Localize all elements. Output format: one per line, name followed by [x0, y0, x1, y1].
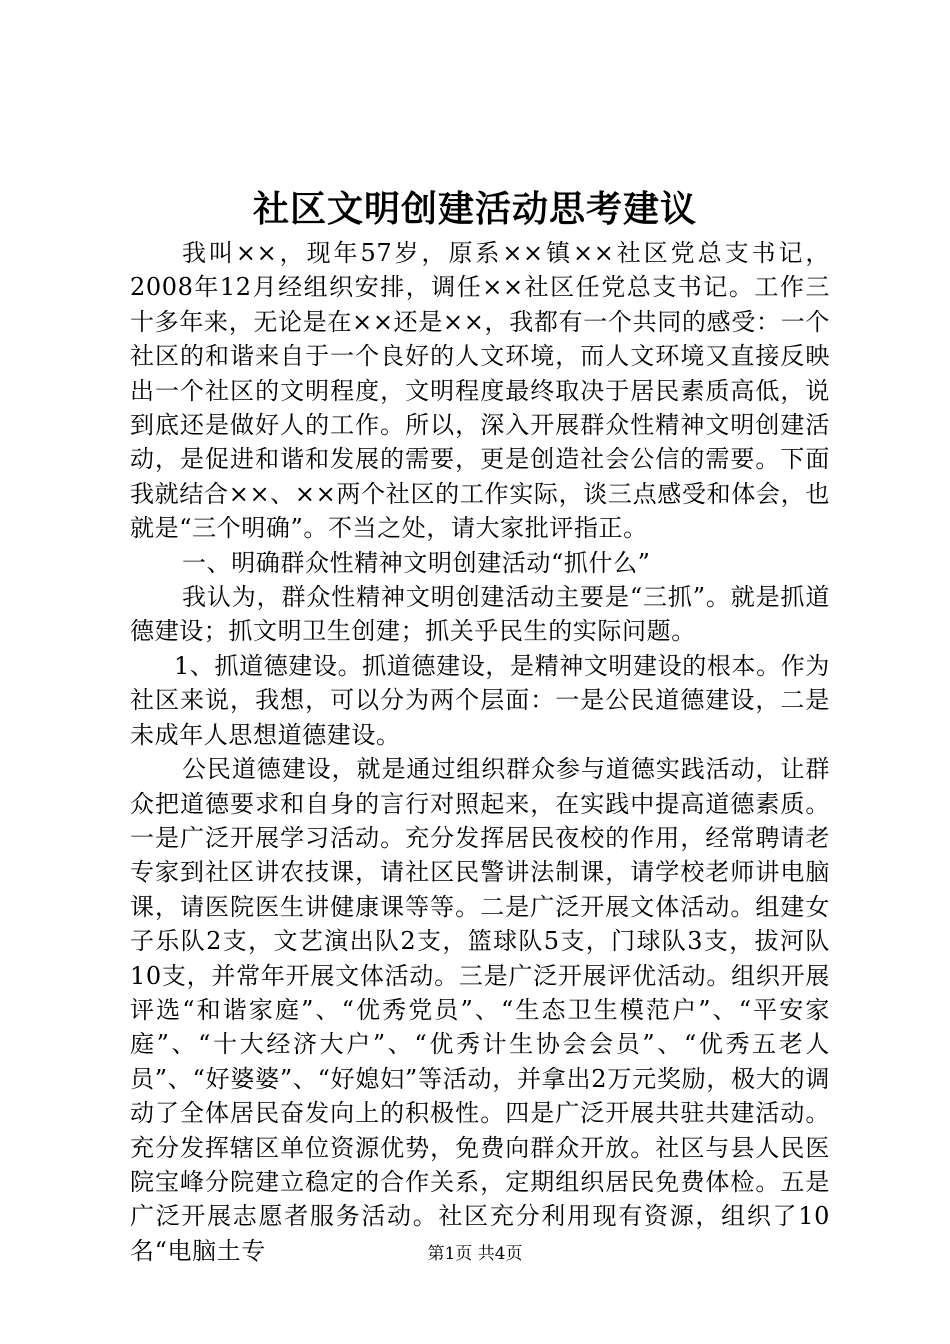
document-title: 社区文明创建活动思考建议	[252, 188, 697, 230]
document-body	[130, 236, 830, 1268]
paragraph-three-focus: 我认为，群众性精神文明创建活动主要是“三抓”。就是抓道德建设；抓文明卫生创建；抓关乎民生的实际问题。	[130, 583, 830, 646]
paragraph-intro: 我叫××，现年57岁，原系××镇××社区党总支书记，2008年12月经组织安排，调任××社区任党总支书记。工作三十多年来，无论是在××还是××，我都有一个共同的感受：一个社区的和谐来自于一个良好的人文环境，而人文环境又直接反映出一个社区的文明程度，文明程度最终取决于居民素质高低，说到底还是做好人的工作。所以，深入开展群众性精神文明创建活动，是促进和谐和发展的需要，更是创造社会公信的需要。下面我就结合××、××两个社区的工作实际，谈三点感受和体会，也就是“三个明确”。不当之处，请大家批评指正。	[130, 239, 830, 543]
paragraph-civic-morality: 公民道德建设，就是通过组织群众参与道德实践活动，让群众把道德要求和自身的言行对照起来，在实践中提高道德素质。一是广泛开展学习活动。充分发挥居民夜校的作用，经常聘请老专家到社区讲农技课，请社区民警讲法制课，请学校老师讲电脑课，请医院医生讲健康课等等。二是广泛开展文体活动。组建女子乐队2支，文艺演出队2支，篮球队5支，门球队3支，拔河队10支，并常年开展文体活动。三是广泛开展评优活动。组织开展评选“和谐家庭”、“优秀党员”、“生态卫生模范户”、“平安家庭”、“十大经济大户”、“优秀计生协会会员”、“优秀五老人员”、“好婆婆”、“好媳妇”等活动，并拿出2万元奖励，极大的调动了全体居民奋发向上的积极性。四是广泛开展共驻共建活动。充分发挥辖区单位资源优势，免费向群众开放。社区与县人民医院宝峰分院建立稳定的合作关系，定期组织居民免费体检。五是广泛开展志愿者服务活动。社区充分利用现有资源，组织了10名“电脑土专	[130, 755, 830, 1265]
section-heading-1: 一、明确群众性精神文明创建活动“抓什么”	[182, 548, 651, 577]
page-number-footer: 第1页 共4页	[427, 1244, 523, 1264]
paragraph-moral-construction: 1、抓道德建设。抓道德建设，是精神文明建设的根本。作为社区来说，我想，可以分为两个层面：一是公民道德建设，二是未成年人思想道德建设。	[130, 651, 830, 749]
